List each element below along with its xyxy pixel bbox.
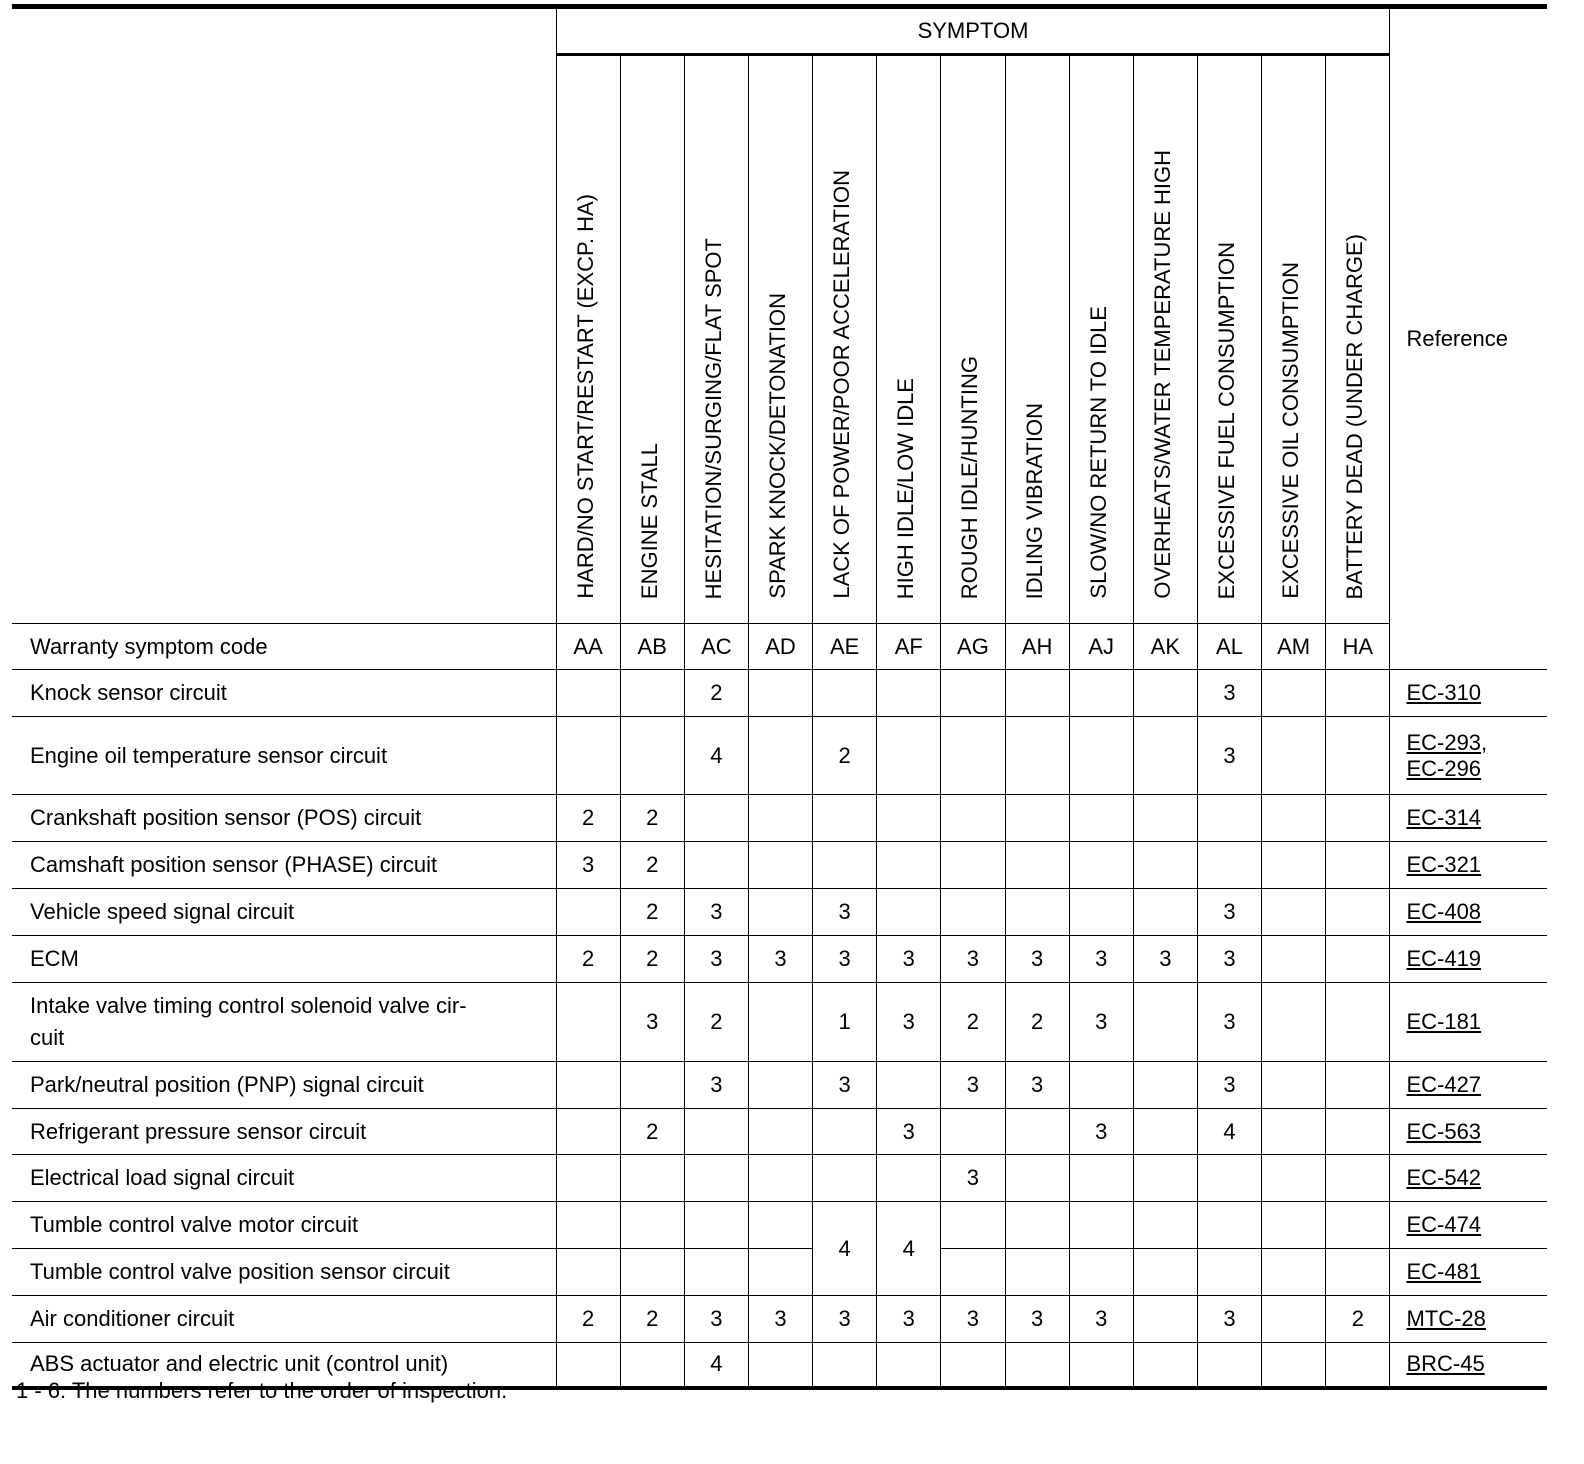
table-row bbox=[12, 1249, 1547, 1296]
symptom-header bbox=[748, 55, 812, 624]
inspection-order-cell bbox=[1326, 670, 1390, 717]
inspection-order-cell bbox=[1326, 1062, 1390, 1109]
inspection-order-cell bbox=[556, 1202, 620, 1249]
inspection-order-cell: 3 bbox=[1197, 1062, 1261, 1109]
inspection-order-cell bbox=[1262, 1249, 1326, 1296]
reference-cell bbox=[1390, 795, 1547, 842]
table-row bbox=[12, 1062, 1547, 1109]
inspection-order-cell bbox=[1069, 670, 1133, 717]
inspection-order-cell bbox=[1005, 670, 1069, 717]
inspection-order-cell bbox=[1133, 842, 1197, 889]
inspection-order-cell bbox=[1069, 1202, 1133, 1249]
symptom-code: AL bbox=[1197, 624, 1261, 670]
inspection-order-cell: 3 bbox=[1005, 1296, 1069, 1343]
inspection-order-cell bbox=[1069, 889, 1133, 936]
component-label bbox=[12, 795, 556, 842]
inspection-order-cell bbox=[877, 842, 941, 889]
reference-cell bbox=[1390, 717, 1547, 795]
inspection-order-cell bbox=[1005, 1202, 1069, 1249]
symptom-label: HIGH IDLE/LOW IDLE bbox=[893, 377, 919, 599]
component-label bbox=[12, 842, 556, 889]
inspection-order-cell bbox=[748, 795, 812, 842]
inspection-order-cell bbox=[1262, 842, 1326, 889]
inspection-order-cell: 3 bbox=[941, 1296, 1005, 1343]
inspection-order-cell: 2 bbox=[684, 670, 748, 717]
inspection-order-cell bbox=[620, 1249, 684, 1296]
component-label-line: Park/neutral position (PNP) signal circuit bbox=[30, 1072, 424, 1097]
symptom-label: EXCESSIVE OIL CONSUMPTION bbox=[1278, 262, 1304, 599]
inspection-order-cell bbox=[1069, 1343, 1133, 1388]
reference-link[interactable]: EC-474 bbox=[1406, 1212, 1482, 1237]
inspection-order-cell bbox=[1262, 717, 1326, 795]
inspection-order-cell bbox=[748, 1062, 812, 1109]
inspection-order-cell: 3 bbox=[877, 983, 941, 1062]
inspection-order-cell bbox=[1133, 983, 1197, 1062]
table-row bbox=[12, 717, 1547, 795]
inspection-order-cell bbox=[684, 1109, 748, 1155]
reference-link[interactable]: MTC-28 bbox=[1406, 1306, 1486, 1331]
inspection-order-cell bbox=[941, 1343, 1005, 1388]
table-row bbox=[12, 1109, 1547, 1155]
code-row-label: Warranty symptom code bbox=[12, 624, 556, 670]
inspection-order-cell bbox=[1326, 1202, 1390, 1249]
inspection-order-cell bbox=[1005, 1109, 1069, 1155]
inspection-order-cell bbox=[620, 670, 684, 717]
inspection-order-cell bbox=[877, 1155, 941, 1202]
footnote: 1 - 6: The numbers refer to the order of inspection. bbox=[16, 1378, 508, 1403]
inspection-order-cell bbox=[813, 1343, 877, 1388]
reference-cell bbox=[1390, 1109, 1547, 1155]
component-label-line: Tumble control valve motor circuit bbox=[30, 1212, 359, 1237]
symptom-code: AB bbox=[620, 624, 684, 670]
reference-cell bbox=[1390, 1343, 1547, 1388]
component-label-line: Crankshaft position sensor (POS) circuit bbox=[30, 805, 422, 830]
inspection-order-cell bbox=[748, 1249, 812, 1296]
inspection-order-cell bbox=[1262, 1202, 1326, 1249]
table-row bbox=[12, 1155, 1547, 1202]
inspection-order-cell: 3 bbox=[813, 936, 877, 983]
inspection-order-cell bbox=[620, 717, 684, 795]
inspection-order-cell bbox=[1262, 795, 1326, 842]
inspection-order-cell bbox=[1326, 1343, 1390, 1388]
inspection-order-cell bbox=[1326, 1249, 1390, 1296]
symptom-header bbox=[620, 55, 684, 624]
inspection-order-cell: 3 bbox=[877, 936, 941, 983]
inspection-order-cell bbox=[748, 1109, 812, 1155]
component-label bbox=[12, 670, 556, 717]
inspection-order-cell bbox=[877, 1343, 941, 1388]
component-label-line: Camshaft position sensor (PHASE) circuit bbox=[30, 852, 438, 877]
inspection-order-cell bbox=[1069, 717, 1133, 795]
symptom-label: IDLING VIBRATION bbox=[1021, 402, 1047, 599]
symptom-code: AG bbox=[941, 624, 1005, 670]
inspection-order-cell bbox=[1133, 670, 1197, 717]
inspection-order-cell bbox=[941, 1109, 1005, 1155]
inspection-order-cell bbox=[556, 717, 620, 795]
inspection-order-cell bbox=[620, 1062, 684, 1109]
inspection-order-cell bbox=[1133, 1296, 1197, 1343]
inspection-order-cell bbox=[1326, 1109, 1390, 1155]
symptom-header bbox=[813, 55, 877, 624]
inspection-order-cell: 3 bbox=[877, 1296, 941, 1343]
inspection-order-cell: 3 bbox=[1197, 936, 1261, 983]
inspection-order-cell bbox=[813, 842, 877, 889]
symptom-header bbox=[556, 55, 620, 624]
reference-link[interactable]: EC-310 bbox=[1406, 680, 1482, 705]
inspection-order-cell bbox=[1262, 889, 1326, 936]
reference-cell bbox=[1390, 842, 1547, 889]
inspection-order-cell: 3 bbox=[941, 1155, 1005, 1202]
inspection-order-cell: 4 bbox=[813, 1202, 877, 1296]
inspection-order-cell: 3 bbox=[748, 1296, 812, 1343]
reference-link[interactable]: EC-481 bbox=[1406, 1259, 1482, 1284]
inspection-order-cell bbox=[1197, 1249, 1261, 1296]
inspection-order-cell: 2 bbox=[556, 1296, 620, 1343]
inspection-order-cell bbox=[877, 717, 941, 795]
inspection-order-cell bbox=[1197, 795, 1261, 842]
inspection-order-cell bbox=[556, 1343, 620, 1388]
reference-link[interactable]: EC-296 bbox=[1406, 755, 1482, 781]
inspection-order-cell: 2 bbox=[620, 1296, 684, 1343]
inspection-order-cell bbox=[1197, 1202, 1261, 1249]
reference-cell bbox=[1390, 1296, 1547, 1343]
inspection-order-cell bbox=[941, 842, 1005, 889]
component-label bbox=[12, 1249, 556, 1296]
inspection-order-cell bbox=[1262, 1155, 1326, 1202]
inspection-order-cell bbox=[1133, 1343, 1197, 1388]
inspection-order-cell bbox=[1133, 1109, 1197, 1155]
inspection-order-cell: 3 bbox=[1069, 1109, 1133, 1155]
inspection-order-cell: 3 bbox=[1197, 717, 1261, 795]
inspection-order-cell: 2 bbox=[941, 983, 1005, 1062]
inspection-order-cell: 2 bbox=[620, 889, 684, 936]
reference-link[interactable]: EC-321 bbox=[1406, 852, 1482, 877]
reference-cell bbox=[1390, 670, 1547, 717]
inspection-order-cell bbox=[556, 983, 620, 1062]
symptom-code: AC bbox=[684, 624, 748, 670]
inspection-order-cell bbox=[748, 842, 812, 889]
component-label bbox=[12, 1109, 556, 1155]
symptom-header bbox=[1326, 55, 1390, 624]
inspection-order-cell bbox=[1069, 1155, 1133, 1202]
inspection-order-cell bbox=[1133, 795, 1197, 842]
symptom-code: AE bbox=[813, 624, 877, 670]
inspection-order-cell bbox=[813, 670, 877, 717]
reference-cell bbox=[1390, 1062, 1547, 1109]
table-row bbox=[12, 842, 1547, 889]
symptom-header bbox=[1197, 55, 1261, 624]
inspection-order-cell bbox=[813, 1155, 877, 1202]
symptom-title: SYMPTOM bbox=[556, 7, 1390, 55]
inspection-order-cell bbox=[877, 670, 941, 717]
reference-link[interactable]: BRC-45 bbox=[1406, 1351, 1485, 1377]
inspection-order-cell bbox=[620, 1155, 684, 1202]
symptom-label: SLOW/NO RETURN TO IDLE bbox=[1085, 306, 1111, 599]
table-row bbox=[12, 983, 1547, 1062]
reference-link[interactable]: EC-293, bbox=[1406, 729, 1488, 755]
inspection-order-cell bbox=[941, 795, 1005, 842]
inspection-order-cell bbox=[748, 1202, 812, 1249]
component-label bbox=[12, 1202, 556, 1249]
inspection-order-cell: 3 bbox=[684, 936, 748, 983]
table-row bbox=[12, 1202, 1547, 1249]
inspection-order-cell: 2 bbox=[556, 795, 620, 842]
symptom-table bbox=[12, 4, 1547, 1390]
inspection-order-cell bbox=[556, 1249, 620, 1296]
reference-link[interactable]: EC-181 bbox=[1406, 1009, 1482, 1034]
symptom-header bbox=[1133, 55, 1197, 624]
inspection-order-cell bbox=[1262, 1109, 1326, 1155]
inspection-order-cell bbox=[1326, 717, 1390, 795]
reference-link[interactable]: EC-563 bbox=[1406, 1118, 1482, 1144]
symptom-label: ROUGH IDLE/HUNTING bbox=[957, 355, 983, 599]
inspection-order-cell: 2 bbox=[620, 1109, 684, 1155]
table-row bbox=[12, 936, 1547, 983]
inspection-order-cell: 3 bbox=[1005, 936, 1069, 983]
component-label-line: ABS actuator and electric unit (control unit) bbox=[30, 1351, 449, 1377]
inspection-order-cell bbox=[1326, 795, 1390, 842]
symptom-code: AM bbox=[1262, 624, 1326, 670]
inspection-order-cell bbox=[1326, 889, 1390, 936]
inspection-order-cell bbox=[748, 717, 812, 795]
reference-link[interactable]: EC-542 bbox=[1406, 1165, 1482, 1190]
inspection-order-cell bbox=[1197, 1343, 1261, 1388]
symptom-label: SPARK KNOCK/DETONATION bbox=[764, 293, 790, 599]
inspection-order-cell bbox=[813, 795, 877, 842]
component-label-line: Air conditioner circuit bbox=[30, 1306, 235, 1331]
inspection-order-cell: 4 bbox=[684, 717, 748, 795]
inspection-order-cell bbox=[1005, 1249, 1069, 1296]
inspection-order-cell: 2 bbox=[1326, 1296, 1390, 1343]
inspection-order-cell: 3 bbox=[1197, 670, 1261, 717]
inspection-order-cell bbox=[556, 1109, 620, 1155]
inspection-order-cell: 3 bbox=[813, 1062, 877, 1109]
inspection-order-cell bbox=[748, 1343, 812, 1388]
inspection-order-cell: 3 bbox=[748, 936, 812, 983]
symptom-label: OVERHEATS/WATER TEMPERATURE HIGH bbox=[1149, 150, 1175, 599]
inspection-order-cell bbox=[684, 1249, 748, 1296]
symptom-label: ENGINE STALL bbox=[636, 442, 662, 599]
reference-link[interactable]: EC-408 bbox=[1406, 899, 1482, 924]
component-label bbox=[12, 1155, 556, 1202]
component-label-line: Refrigerant pressure sensor circuit bbox=[30, 1118, 367, 1144]
inspection-order-cell bbox=[620, 1202, 684, 1249]
inspection-order-cell bbox=[877, 1062, 941, 1109]
inspection-order-cell bbox=[1326, 983, 1390, 1062]
symptom-label: EXCESSIVE FUEL CONSUMPTION bbox=[1213, 241, 1239, 599]
inspection-order-cell bbox=[748, 889, 812, 936]
inspection-order-cell bbox=[1197, 1155, 1261, 1202]
inspection-order-cell bbox=[941, 1249, 1005, 1296]
symptom-header bbox=[877, 55, 941, 624]
table-row bbox=[12, 889, 1547, 936]
inspection-order-cell bbox=[1326, 1155, 1390, 1202]
inspection-order-cell bbox=[1262, 1343, 1326, 1388]
component-label bbox=[12, 936, 556, 983]
table-row bbox=[12, 670, 1547, 717]
component-label bbox=[12, 1296, 556, 1343]
inspection-order-cell: 3 bbox=[1069, 1296, 1133, 1343]
inspection-order-cell bbox=[1262, 1062, 1326, 1109]
reference-cell bbox=[1390, 1202, 1547, 1249]
inspection-order-cell bbox=[748, 1155, 812, 1202]
inspection-order-cell: 3 bbox=[877, 1109, 941, 1155]
inspection-order-cell bbox=[1005, 842, 1069, 889]
inspection-order-cell: 1 bbox=[813, 983, 877, 1062]
inspection-order-cell: 4 bbox=[1197, 1109, 1261, 1155]
inspection-order-cell: 2 bbox=[620, 795, 684, 842]
inspection-order-cell bbox=[877, 795, 941, 842]
inspection-order-cell bbox=[941, 1202, 1005, 1249]
table-row bbox=[12, 795, 1547, 842]
inspection-order-cell bbox=[941, 670, 1005, 717]
inspection-order-cell: 3 bbox=[684, 1296, 748, 1343]
inspection-order-cell: 3 bbox=[1069, 983, 1133, 1062]
inspection-order-cell bbox=[1133, 1062, 1197, 1109]
inspection-order-cell: 3 bbox=[1197, 983, 1261, 1062]
symptom-code: HA bbox=[1326, 624, 1390, 670]
reference-cell bbox=[1390, 1249, 1547, 1296]
component-label bbox=[12, 983, 556, 1062]
symptom-code: AK bbox=[1133, 624, 1197, 670]
inspection-order-cell bbox=[684, 1155, 748, 1202]
inspection-order-cell: 2 bbox=[556, 936, 620, 983]
component-label bbox=[12, 1062, 556, 1109]
inspection-order-cell bbox=[1326, 842, 1390, 889]
symptom-label: BATTERY DEAD (UNDER CHARGE) bbox=[1342, 233, 1368, 599]
inspection-order-cell: 3 bbox=[620, 983, 684, 1062]
component-label-line: Tumble control valve position sensor circuit bbox=[30, 1259, 450, 1284]
inspection-order-cell bbox=[941, 717, 1005, 795]
inspection-order-cell: 3 bbox=[813, 889, 877, 936]
inspection-order-cell: 3 bbox=[1197, 889, 1261, 936]
inspection-order-cell bbox=[1133, 1155, 1197, 1202]
inspection-order-cell bbox=[1133, 1249, 1197, 1296]
inspection-order-cell bbox=[1262, 1296, 1326, 1343]
inspection-order-cell: 3 bbox=[1197, 1296, 1261, 1343]
component-label bbox=[12, 717, 556, 795]
symptom-code: AH bbox=[1005, 624, 1069, 670]
inspection-order-cell bbox=[748, 983, 812, 1062]
symptom-code: AD bbox=[748, 624, 812, 670]
inspection-order-cell bbox=[1005, 795, 1069, 842]
inspection-order-cell: 3 bbox=[1069, 936, 1133, 983]
inspection-order-cell: 3 bbox=[684, 1062, 748, 1109]
reference-cell bbox=[1390, 889, 1547, 936]
inspection-order-cell bbox=[1326, 936, 1390, 983]
inspection-order-cell bbox=[684, 842, 748, 889]
inspection-order-cell bbox=[556, 889, 620, 936]
inspection-order-cell bbox=[620, 1343, 684, 1388]
corner-cell bbox=[12, 7, 556, 624]
inspection-order-cell: 3 bbox=[1133, 936, 1197, 983]
symptom-label: LACK OF POWER/POOR ACCELERATION bbox=[829, 170, 855, 599]
table-row bbox=[12, 1296, 1547, 1343]
reference-link[interactable]: EC-427 bbox=[1406, 1072, 1482, 1097]
component-label-line: Engine oil temperature sensor circuit bbox=[30, 742, 388, 768]
inspection-order-cell bbox=[556, 670, 620, 717]
symptom-label: HESITATION/SURGING/FLAT SPOT bbox=[700, 237, 726, 599]
reference-link[interactable]: EC-314 bbox=[1406, 805, 1482, 830]
symptom-label: HARD/NO START/RESTART (EXCP. HA) bbox=[572, 194, 598, 599]
reference-cell bbox=[1390, 1155, 1547, 1202]
symptom-matrix bbox=[12, 4, 1547, 1390]
inspection-order-cell bbox=[1133, 889, 1197, 936]
component-label-line: ECM bbox=[30, 946, 79, 971]
inspection-order-cell bbox=[1005, 717, 1069, 795]
inspection-order-cell bbox=[1069, 1062, 1133, 1109]
inspection-order-cell bbox=[1069, 842, 1133, 889]
symptom-code: AJ bbox=[1069, 624, 1133, 670]
inspection-order-cell bbox=[1005, 1343, 1069, 1388]
inspection-order-cell: 4 bbox=[684, 1343, 748, 1388]
component-label-line: Vehicle speed signal circuit bbox=[30, 899, 295, 924]
symptom-code: AA bbox=[556, 624, 620, 670]
symptom-header bbox=[1262, 55, 1326, 624]
inspection-order-cell bbox=[1005, 889, 1069, 936]
inspection-order-cell: 3 bbox=[941, 1062, 1005, 1109]
component-label-line: Intake valve timing control solenoid valve cir- bbox=[30, 993, 467, 1018]
inspection-order-cell: 3 bbox=[941, 936, 1005, 983]
inspection-order-cell bbox=[684, 795, 748, 842]
inspection-order-cell: 2 bbox=[1005, 983, 1069, 1062]
reference-cell bbox=[1390, 983, 1547, 1062]
reference-header: Reference bbox=[1390, 7, 1547, 670]
inspection-order-cell bbox=[813, 1109, 877, 1155]
inspection-order-cell bbox=[748, 670, 812, 717]
inspection-order-cell bbox=[556, 1155, 620, 1202]
component-label bbox=[12, 889, 556, 936]
inspection-order-cell bbox=[1069, 1249, 1133, 1296]
component-label-line: cuit bbox=[30, 1025, 65, 1050]
inspection-order-cell: 3 bbox=[1005, 1062, 1069, 1109]
symptom-header bbox=[941, 55, 1005, 624]
symptom-header bbox=[684, 55, 748, 624]
component-label-line: Electrical load signal circuit bbox=[30, 1165, 295, 1190]
inspection-order-cell bbox=[1262, 936, 1326, 983]
inspection-order-cell: 3 bbox=[813, 1296, 877, 1343]
inspection-order-cell bbox=[941, 889, 1005, 936]
inspection-order-cell bbox=[1197, 842, 1261, 889]
inspection-order-cell: 3 bbox=[556, 842, 620, 889]
inspection-order-cell bbox=[1262, 983, 1326, 1062]
inspection-order-cell: 2 bbox=[684, 983, 748, 1062]
symptom-header bbox=[1005, 55, 1069, 624]
inspection-order-cell: 2 bbox=[620, 936, 684, 983]
inspection-order-cell: 4 bbox=[877, 1202, 941, 1296]
symptom-header bbox=[1069, 55, 1133, 624]
inspection-order-cell: 2 bbox=[813, 717, 877, 795]
inspection-order-cell bbox=[1133, 717, 1197, 795]
reference-cell bbox=[1390, 936, 1547, 983]
inspection-order-cell bbox=[877, 889, 941, 936]
inspection-order-cell bbox=[556, 1062, 620, 1109]
reference-link[interactable]: EC-419 bbox=[1406, 946, 1482, 971]
symptom-code: AF bbox=[877, 624, 941, 670]
inspection-order-cell bbox=[1262, 670, 1326, 717]
inspection-order-cell bbox=[1005, 1155, 1069, 1202]
inspection-order-cell: 3 bbox=[684, 889, 748, 936]
inspection-order-cell bbox=[1133, 1202, 1197, 1249]
inspection-order-cell bbox=[684, 1202, 748, 1249]
inspection-order-cell bbox=[1069, 795, 1133, 842]
inspection-order-cell: 2 bbox=[620, 842, 684, 889]
component-label-line: Knock sensor circuit bbox=[30, 680, 227, 705]
